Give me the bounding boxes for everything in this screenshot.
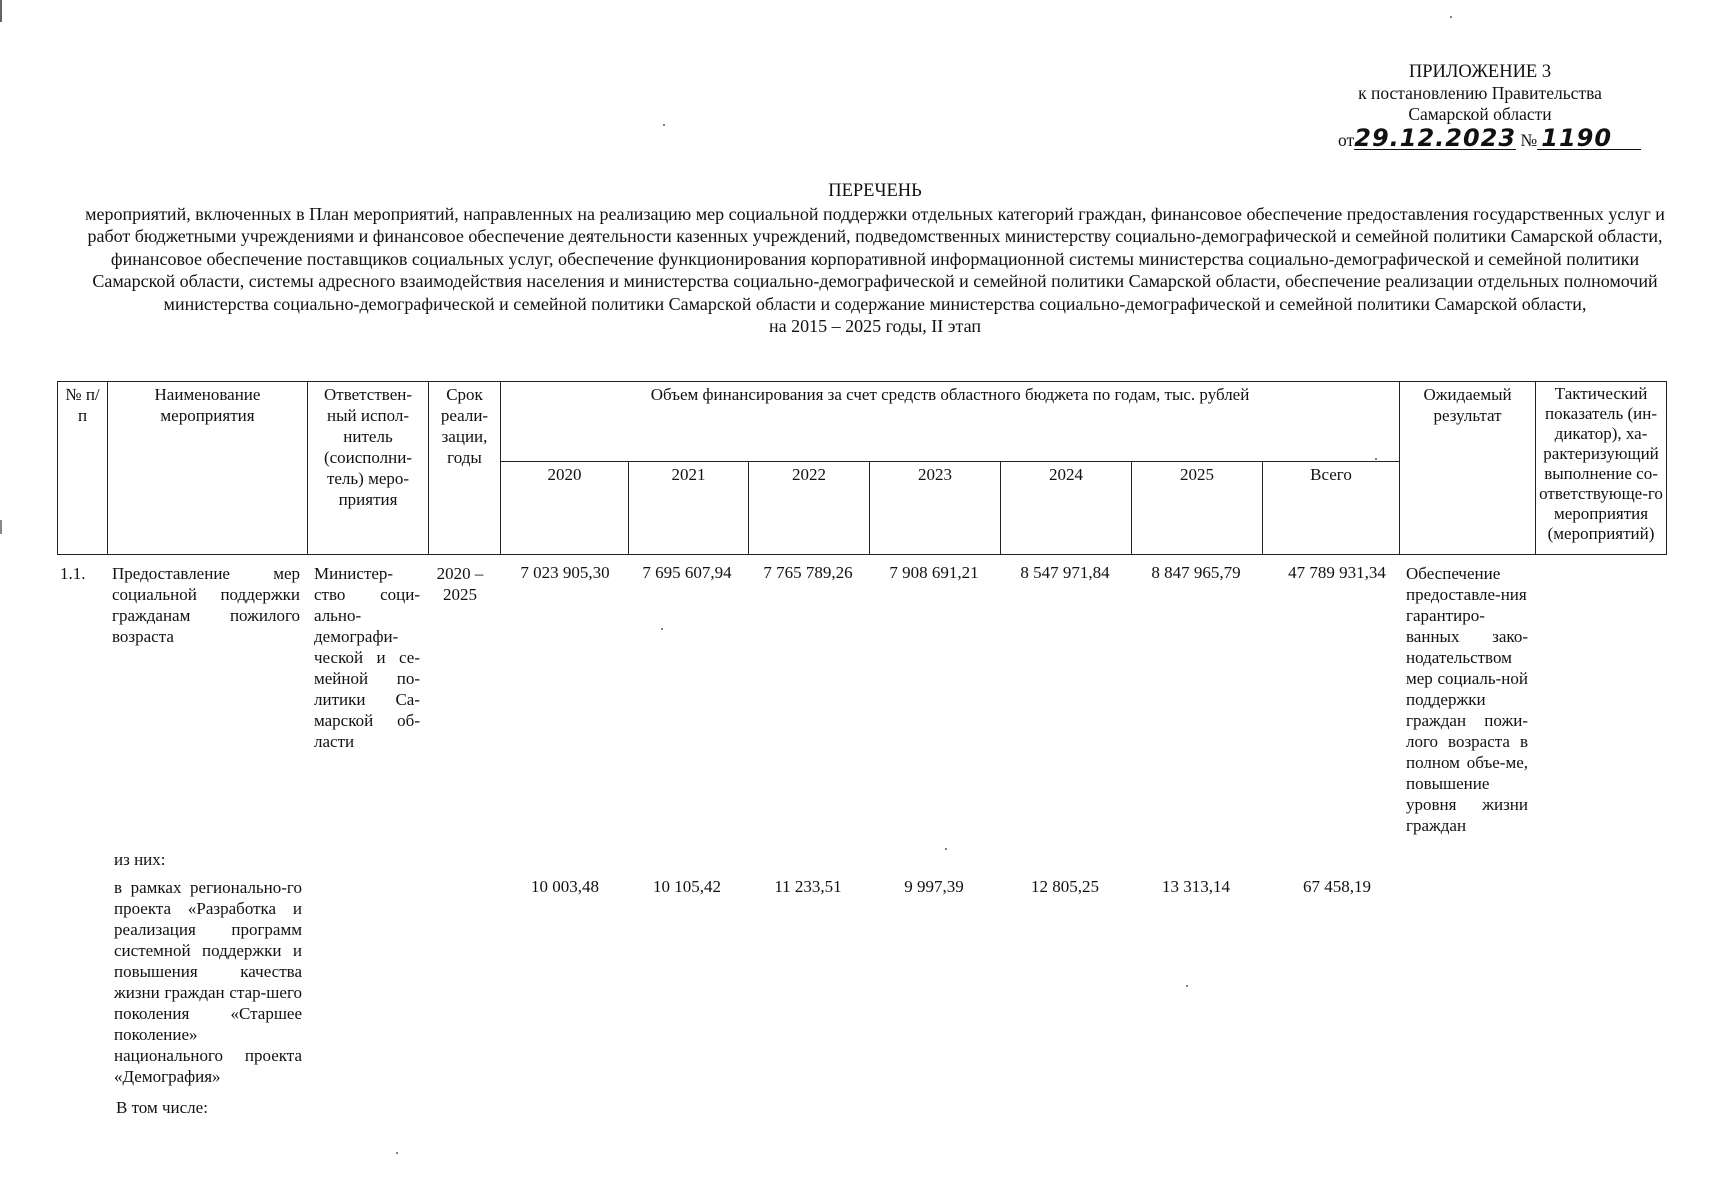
scan-speck (1186, 985, 1188, 987)
date-prefix: от (1338, 130, 1355, 150)
row-number: 1.1. (60, 564, 86, 583)
scan-speck (945, 848, 947, 850)
scan-speck (396, 1152, 398, 1154)
header-total: Всего (1263, 462, 1400, 555)
row-value-2022: 7 765 789,26 (763, 563, 853, 582)
subrow-name: в рамках регионально-го проекта «Разработка и реализация программ системной поддержки и повышения качества жизни граждан стар-шего поколения «Старшее поколение» национального проекта «Демография» (114, 878, 302, 1086)
header-num: № п/п (58, 382, 108, 555)
handwritten-date: 29.12.2023 (1354, 124, 1517, 152)
appendix-title: ПРИЛОЖЕНИЕ 3 (1408, 62, 1552, 82)
appendix-line-2: Самарской области (1408, 104, 1552, 124)
subrow-value-2023: 9 997,39 (904, 877, 964, 896)
row-value-total: 47 789 931,34 (1288, 563, 1386, 582)
row-responsible: Министер-ство соци-ально-демографи-ческой и се-мейной по-литики Са-марской об-ласти (314, 564, 420, 751)
header-indicator: Тактический показатель (ин-дикатор), ха-рактеризующий выполнение со-ответствующе-го мероприятия (мероприятий) (1536, 382, 1667, 555)
header-year: 2021 (629, 462, 749, 555)
subrow-value-2020: 10 003,48 (531, 877, 599, 896)
row-value-2024: 8 547 971,84 (1020, 563, 1110, 582)
of-them-label: из них: (114, 850, 166, 869)
scan-speck (1375, 458, 1377, 460)
row-value-2021: 7 695 607,94 (642, 563, 732, 582)
row-expected-result: Обеспечение предоставле-ния гарантиро-ванных зако-нодательством мер социаль-ной поддержки граждан пожи-лого возраста в полном объе-ме, повышение уровня жизни граждан (1406, 564, 1528, 835)
handwritten-number: 1190 (1537, 127, 1641, 150)
row-name: Предоставление мер социальной поддержки гражданам пожилого возраста (112, 564, 300, 646)
document-period: на 2015 – 2025 годы, II этап (769, 316, 981, 336)
scan-edge-mark (0, 0, 2, 22)
scan-speck (1450, 16, 1452, 18)
header-year: 2023 (870, 462, 1001, 555)
header-year: 2022 (749, 462, 870, 555)
measures-table (57, 381, 1667, 555)
header-year: 2025 (1132, 462, 1263, 555)
subrow-value-2021: 10 105,42 (653, 877, 721, 896)
appendix-line-1: к постановлению Правительства (1358, 83, 1602, 103)
including-label: В том числе: (116, 1098, 208, 1117)
subrow-value-2025: 13 313,14 (1162, 877, 1230, 896)
row-value-2025: 8 847 965,79 (1151, 563, 1241, 582)
document-title: ПЕРЕЧЕНЬ (828, 181, 922, 201)
header-result: Ожидаемый результат (1400, 382, 1536, 555)
resolution-date-number (1338, 124, 1641, 152)
header-responsible: Ответствен-ный испол-нитель (соисполни-тель) меро-приятия (308, 382, 429, 555)
header-name: Наименование мероприятия (108, 382, 308, 555)
header-term: Срок реали-зации, годы (429, 382, 501, 555)
row-value-2020: 7 023 905,30 (520, 563, 610, 582)
number-prefix: № (1520, 130, 1538, 150)
subrow-value-2024: 12 805,25 (1031, 877, 1099, 896)
header-funding: Объем финансирования за счет средств областного бюджета по годам, тыс. рублей (501, 382, 1400, 462)
scan-speck (663, 124, 665, 126)
row-term: 2020 – 2025 (436, 564, 484, 604)
scan-speck (661, 628, 663, 630)
subrow-value-2022: 11 233,51 (774, 877, 842, 896)
header-year: 2024 (1001, 462, 1132, 555)
header-year: 2020 (501, 462, 629, 555)
document-heading (80, 180, 1670, 338)
appendix-block (1330, 62, 1630, 125)
document-subtitle: мероприятий, включенных в План мероприятий, направленных на реализацию мер социальной поддержки отдельных категорий граждан, финансовое обеспечение предоставления государственных услуг и работ бюджетными учреждениями и финансовое обеспечение деятельности казенных учреждений, подведомственных министерству социально-демографической и семейной политики Самарской области, финансовое обеспечение поставщиков социальных услуг, обеспечение функционирования корпоративной информационной системы министерства социально-демографической и семейной политики Самарской области, системы адресного взаимодействия населения и министерства социально-демографической и семейной политики Самарской области, обеспечение реализации отдельных полномочий министерства социально-демографической и семейной политики Самарской области и содержание министерства социально-демографической и семейной политики Самарской области, (85, 203, 1665, 314)
row-value-2023: 7 908 691,21 (889, 563, 979, 582)
scan-edge-mark (0, 520, 2, 534)
subrow-value-total: 67 458,19 (1303, 877, 1371, 896)
